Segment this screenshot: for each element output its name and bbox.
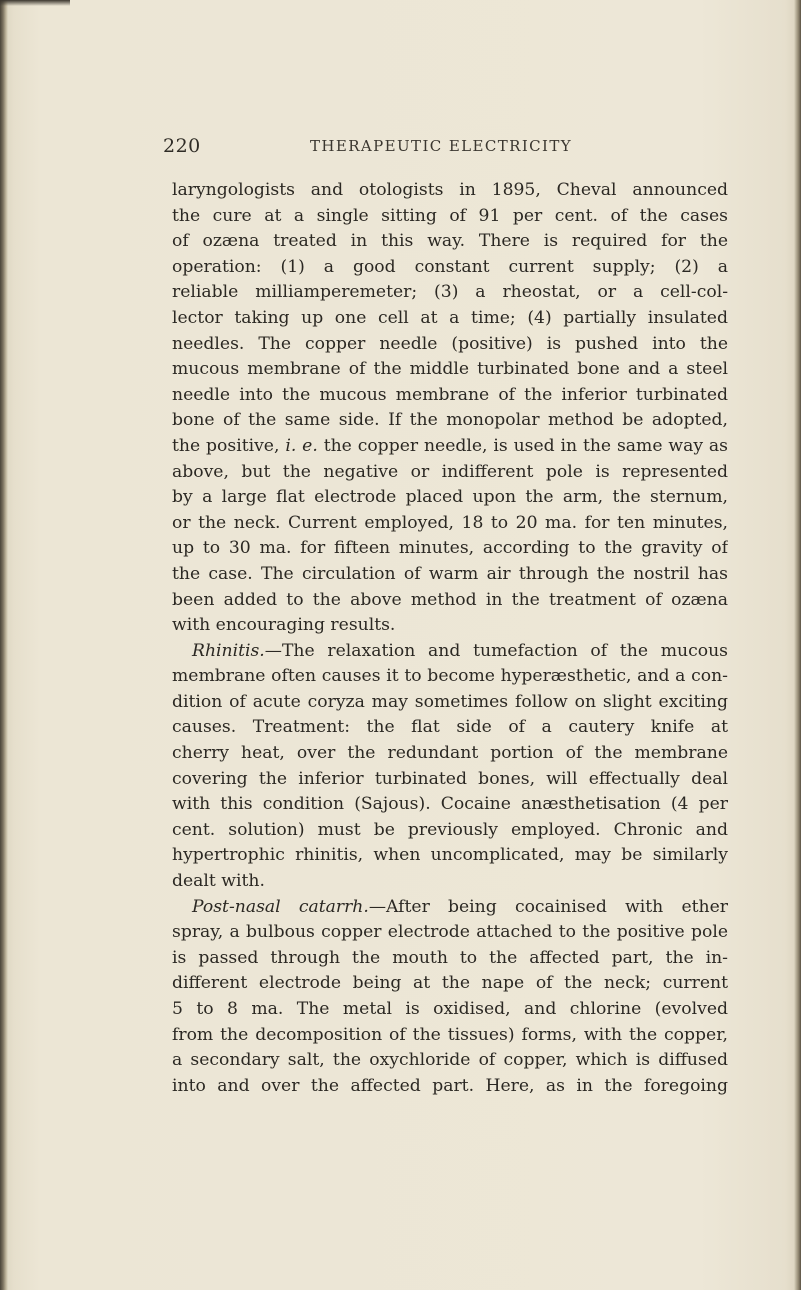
text-line bbox=[172, 946, 728, 972]
text-run: cherry heat, over the redundant portion of the membrane bbox=[172, 743, 728, 764]
text-run: of ozæna treated in this way. There is required for the bbox=[172, 231, 728, 252]
text-line bbox=[172, 357, 728, 383]
text-run: is passed through the mouth to the affected part, the in- bbox=[172, 947, 728, 968]
italic-text: Rhinitis. bbox=[192, 640, 265, 661]
text-run: operation: (1) a good constant current supply; (2) a bbox=[172, 256, 728, 277]
text-line bbox=[172, 639, 728, 665]
text-line bbox=[172, 332, 728, 358]
text-line bbox=[172, 690, 728, 716]
text-line bbox=[172, 869, 728, 895]
text-line bbox=[172, 664, 728, 690]
text-line bbox=[172, 997, 728, 1023]
page-header bbox=[163, 135, 723, 161]
text-line bbox=[172, 460, 728, 486]
text-run: needle into the mucous membrane of the inferior turbinated bbox=[172, 384, 728, 405]
text-line bbox=[172, 741, 728, 767]
text-run: —After being cocainised with ether bbox=[368, 896, 728, 917]
text-run: different electrode being at the nape of the neck; current bbox=[172, 973, 728, 994]
text-run: hypertrophic rhinitis, when uncomplicated, may be similarly bbox=[172, 845, 728, 866]
text-run: with this condition (Sajous). Cocaine anæsthetisation (4 per bbox=[172, 794, 728, 815]
text-run: covering the inferior turbinated bones, will effectually deal bbox=[172, 768, 728, 789]
text-run: bone of the same side. If the monopolar method be adopted, bbox=[172, 410, 728, 431]
text-line bbox=[172, 715, 728, 741]
text-line bbox=[172, 843, 728, 869]
text-line bbox=[172, 306, 728, 332]
text-line bbox=[172, 511, 728, 537]
text-run: from the decomposition of the tissues) forms, with the copper, bbox=[172, 1024, 728, 1045]
text-line bbox=[172, 1023, 728, 1049]
text-run: the positive, bbox=[172, 435, 286, 456]
text-run: the copper needle, is used in the same way as bbox=[317, 435, 728, 456]
text-line bbox=[172, 588, 728, 614]
text-line bbox=[172, 895, 728, 921]
text-run: the case. The circulation of warm air through the nostril has bbox=[172, 563, 728, 584]
text-run: needles. The copper needle (positive) is pushed into the bbox=[172, 333, 728, 354]
text-run: dealt with. bbox=[172, 871, 265, 892]
text-line bbox=[172, 1048, 728, 1074]
text-run: or the neck. Current employed, 18 to 20 ma. for ten minutes, bbox=[172, 512, 728, 533]
text-run: dition of acute coryza may sometimes follow on slight exciting bbox=[172, 691, 728, 712]
text-line bbox=[172, 767, 728, 793]
text-run: with encouraging results. bbox=[172, 615, 396, 636]
text-line bbox=[172, 408, 728, 434]
text-line bbox=[172, 792, 728, 818]
text-line bbox=[172, 383, 728, 409]
text-line bbox=[172, 280, 728, 306]
text-run: laryngologists and otologists in 1895, Cheval announced bbox=[172, 180, 728, 200]
text-run: reliable milliamperemeter; (3) a rheostat, or a cell-col- bbox=[172, 282, 728, 303]
text-run: a secondary salt, the oxychloride of copper, which is diffused bbox=[172, 1050, 728, 1071]
text-run: causes. Treatment: the flat side of a cautery knife at bbox=[172, 717, 728, 738]
text-line bbox=[172, 485, 728, 511]
text-run: the cure at a single sitting of 91 per cent. of the cases bbox=[172, 205, 728, 226]
text-line bbox=[172, 255, 728, 281]
text-line bbox=[172, 229, 728, 255]
text-line bbox=[172, 971, 728, 997]
text-line bbox=[172, 204, 728, 230]
text-line bbox=[172, 920, 728, 946]
italic-text: i. e. bbox=[285, 435, 318, 456]
text-run: into and over the affected part. Here, as in the foregoing bbox=[172, 1075, 728, 1096]
page-left-edge bbox=[0, 0, 8, 1290]
text-run: cent. solution) must be previously employed. Chronic and bbox=[172, 819, 728, 840]
text-line bbox=[172, 536, 728, 562]
page-top-shadow bbox=[0, 0, 70, 6]
text-run: spray, a bulbous copper electrode attached to the positive pole bbox=[172, 922, 728, 943]
text-run: lector taking up one cell at a time; (4) partially insulated bbox=[172, 307, 728, 328]
running-title: THERAPEUTIC ELECTRICITY bbox=[310, 137, 573, 155]
text-line bbox=[172, 178, 728, 204]
body-text bbox=[172, 178, 728, 1099]
text-run: —The relaxation and tumefaction of the mucous bbox=[264, 640, 728, 661]
text-run: membrane often causes it to become hyperæsthetic, and a con- bbox=[172, 666, 728, 687]
text-line bbox=[172, 1074, 728, 1100]
page-number: 220 bbox=[163, 135, 201, 157]
page-right-edge bbox=[794, 0, 801, 1290]
text-run: mucous membrane of the middle turbinated bone and a steel bbox=[172, 359, 728, 380]
italic-text: Post-nasal catarrh. bbox=[192, 896, 369, 917]
text-line bbox=[172, 818, 728, 844]
text-run: 5 to 8 ma. The metal is oxidised, and chlorine (evolved bbox=[172, 999, 728, 1019]
text-run: been added to the above method in the treatment of ozæna bbox=[172, 589, 728, 610]
text-line bbox=[172, 613, 728, 639]
text-line bbox=[172, 434, 728, 460]
text-run: above, but the negative or indifferent pole is represented bbox=[172, 461, 728, 482]
text-line bbox=[172, 562, 728, 588]
text-run: by a large flat electrode placed upon the arm, the sternum, bbox=[172, 487, 728, 508]
text-run: up to 30 ma. for fifteen minutes, according to the gravity of bbox=[172, 538, 728, 559]
